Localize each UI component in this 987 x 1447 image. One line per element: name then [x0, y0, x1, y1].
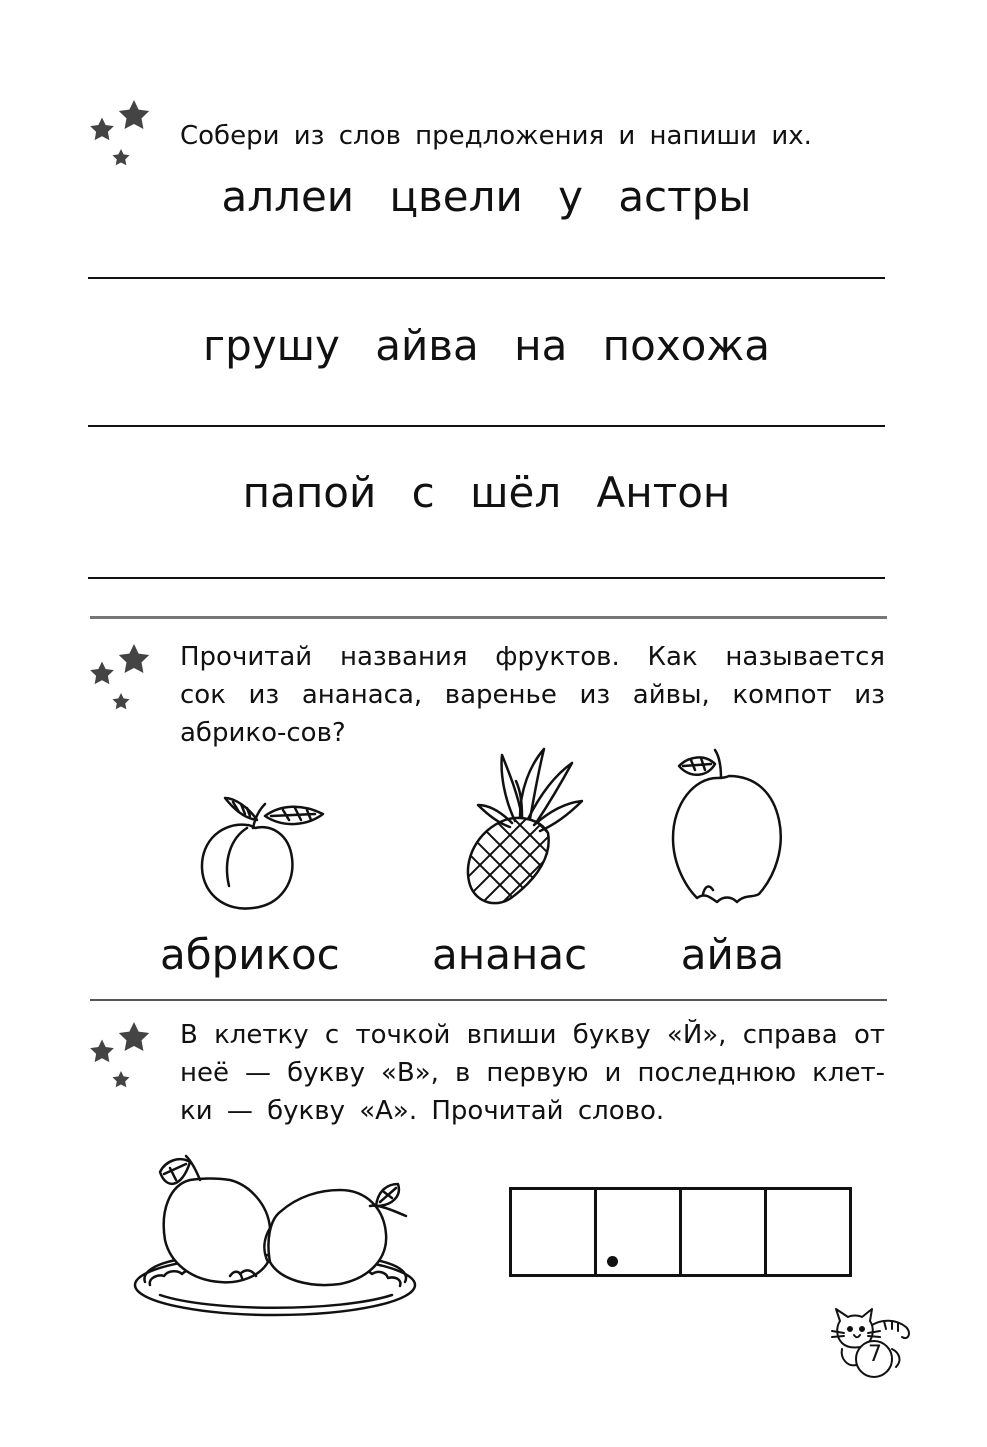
letter-cell-2[interactable]	[597, 1190, 682, 1274]
section-divider	[90, 999, 887, 1001]
writing-line-3[interactable]	[88, 577, 885, 579]
letter-grid	[509, 1187, 852, 1277]
page-number: 7	[868, 1342, 882, 1367]
three-stars-icon	[86, 642, 156, 712]
writing-line-2[interactable]	[88, 425, 885, 427]
apricot-icon	[195, 790, 330, 915]
fruit-label-apricot: абрикос	[160, 930, 340, 979]
quince-icon	[665, 748, 790, 908]
three-stars-icon	[86, 1020, 156, 1090]
task2-instruction: Прочитай названия фруктов. Как называется сок из ананаса, варенье из айвы, компот из абрико-сов?	[180, 642, 885, 748]
word-set-1: аллеи цвели у астры	[221, 172, 752, 221]
word-set-2: грушу айва на похожа	[203, 321, 770, 370]
three-stars-icon	[86, 98, 156, 168]
pineapple-icon	[460, 745, 585, 915]
letter-cell-3[interactable]	[682, 1190, 767, 1274]
quince-plate-icon	[130, 1150, 420, 1320]
writing-line-1[interactable]	[88, 277, 885, 279]
letter-cell-1[interactable]	[512, 1190, 597, 1274]
section-divider	[90, 616, 887, 619]
fruit-label-pineapple: ананас	[432, 930, 588, 979]
task3-instruction: В клетку с точкой впиши букву «Й», справа от неё — букву «В», в первую и последнюю клет-ки — букву «А». Прочитай слово.	[180, 1020, 885, 1126]
fruit-label-quince: айва	[680, 930, 785, 979]
word-set-3: папой с шёл Антон	[242, 468, 731, 517]
letter-cell-4[interactable]	[767, 1190, 849, 1274]
dot-marker	[607, 1256, 618, 1267]
task1-instruction: Собери из слов предложения и напиши их.	[180, 121, 812, 151]
